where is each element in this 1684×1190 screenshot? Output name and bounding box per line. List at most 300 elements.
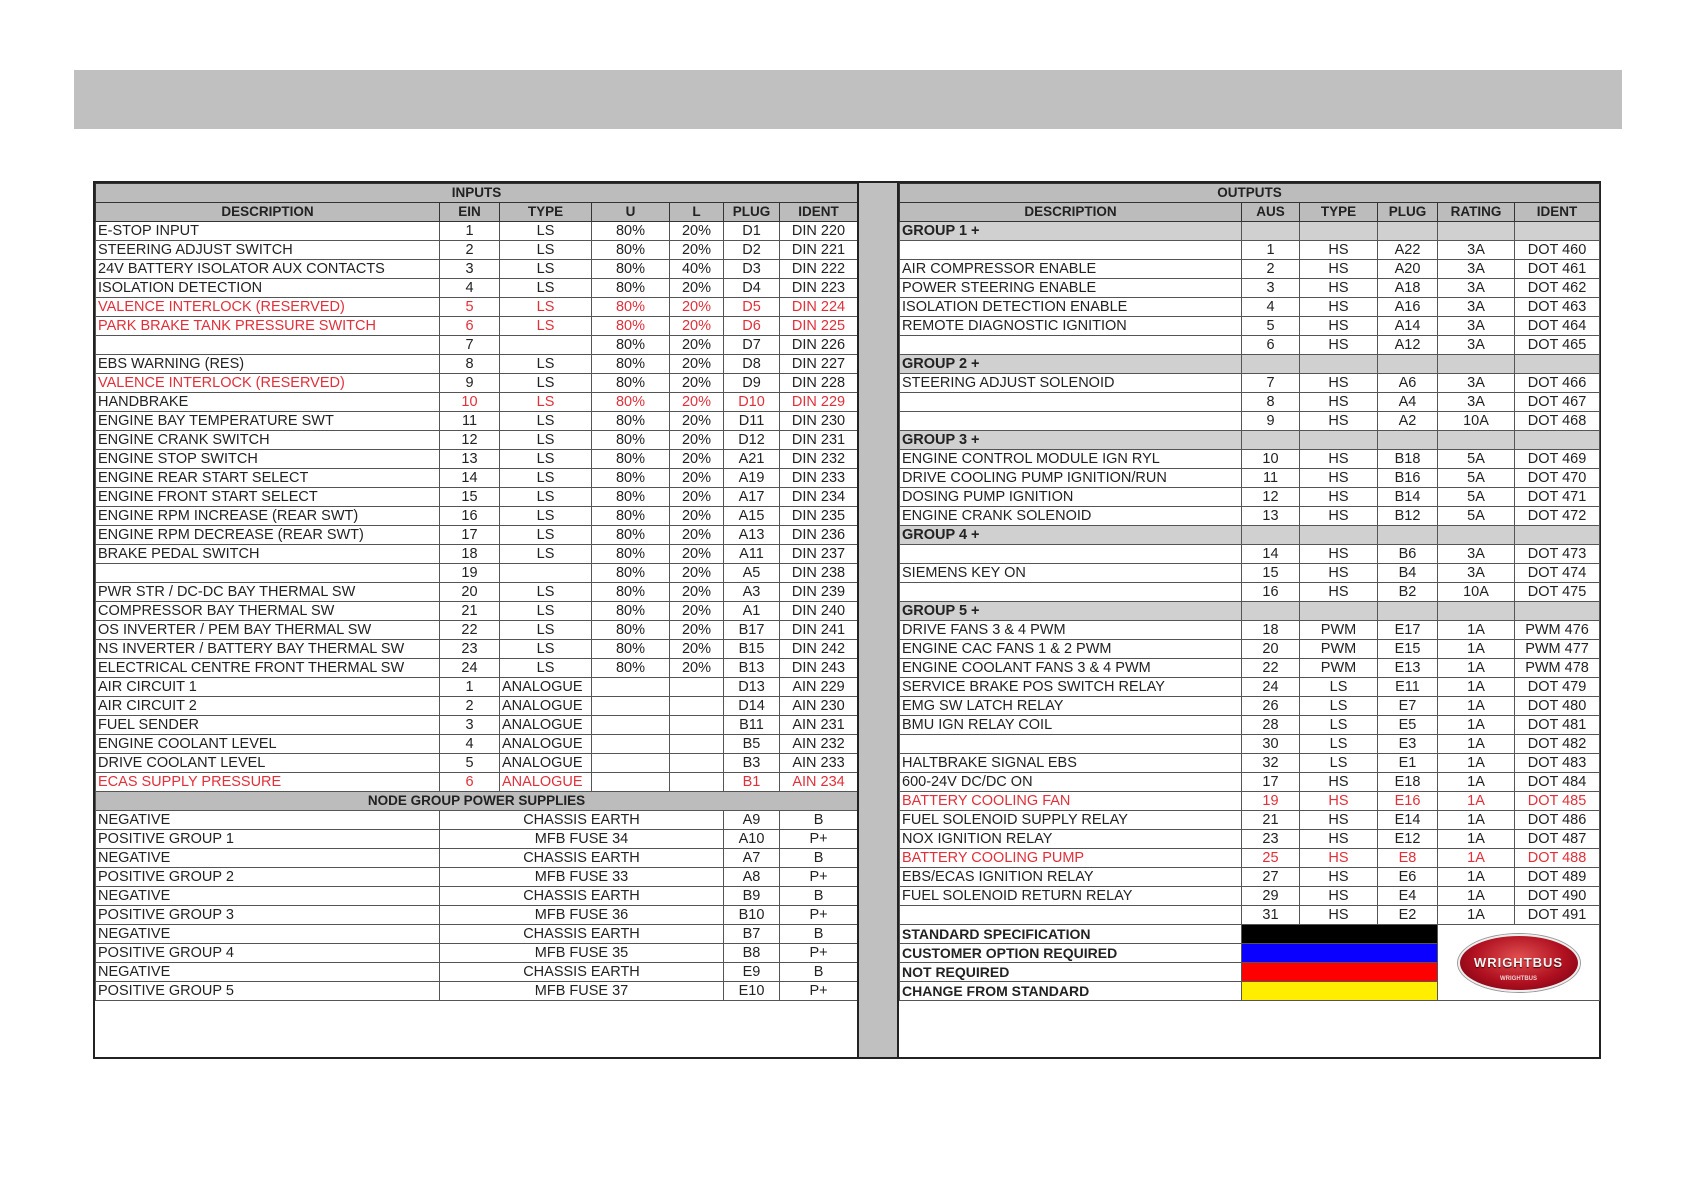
output-rating-cell: 5A — [1438, 507, 1515, 526]
output-plug-cell: A18 — [1378, 279, 1438, 298]
output-desc-cell: FUEL SOLENOID SUPPLY RELAY — [900, 811, 1242, 830]
output-ident-cell: DOT 463 — [1515, 298, 1600, 317]
output-row — [900, 697, 1600, 716]
power-source-cell: MFB FUSE 36 — [440, 906, 724, 925]
input-row — [96, 526, 858, 545]
empty-cell — [1300, 526, 1378, 545]
legend-label: STANDARD SPECIFICATION — [900, 925, 1242, 944]
input-ident-cell: DIN 230 — [780, 412, 858, 431]
input-plug-cell: A5 — [724, 564, 780, 583]
legend-swatch — [1242, 944, 1438, 963]
output-rating-cell: 3A — [1438, 564, 1515, 583]
input-type-cell: LS — [500, 507, 592, 526]
output-ident-cell: DOT 460 — [1515, 241, 1600, 260]
input-row — [96, 431, 858, 450]
power-plug-cell: A7 — [724, 849, 780, 868]
input-l-cell: 20% — [670, 602, 724, 621]
output-rating-cell: 1A — [1438, 754, 1515, 773]
output-ident-cell: DOT 461 — [1515, 260, 1600, 279]
output-rating-cell: 10A — [1438, 583, 1515, 602]
output-rating-cell: 3A — [1438, 545, 1515, 564]
input-ein-cell: 1 — [440, 222, 500, 241]
legend-swatch — [1242, 982, 1438, 1001]
output-aus-cell: 20 — [1242, 640, 1300, 659]
empty-cell — [1515, 431, 1600, 450]
output-desc-cell: HALTBRAKE SIGNAL EBS — [900, 754, 1242, 773]
power-plug-cell: A8 — [724, 868, 780, 887]
input-row — [96, 450, 858, 469]
input-row — [96, 773, 858, 792]
power-ident-cell: P+ — [780, 868, 858, 887]
output-aus-cell: 8 — [1242, 393, 1300, 412]
input-ident-cell: DIN 238 — [780, 564, 858, 583]
power-source-cell: CHASSIS EARTH — [440, 925, 724, 944]
input-type-cell: LS — [500, 526, 592, 545]
power-row — [96, 963, 858, 982]
power-row — [96, 811, 858, 830]
output-plug-cell: A20 — [1378, 260, 1438, 279]
input-type-cell: LS — [500, 317, 592, 336]
power-source-cell: CHASSIS EARTH — [440, 849, 724, 868]
output-aus-cell: 12 — [1242, 488, 1300, 507]
input-ident-cell: DIN 220 — [780, 222, 858, 241]
output-row — [900, 507, 1600, 526]
power-ident-cell: P+ — [780, 830, 858, 849]
input-desc-cell: COMPRESSOR BAY THERMAL SW — [96, 602, 440, 621]
input-u-cell: 80% — [592, 659, 670, 678]
empty-cell — [1438, 355, 1515, 374]
empty-cell — [1242, 355, 1300, 374]
output-aus-cell: 4 — [1242, 298, 1300, 317]
input-ident-cell: AIN 233 — [780, 754, 858, 773]
input-ident-cell: AIN 229 — [780, 678, 858, 697]
empty-cell — [1378, 222, 1438, 241]
output-plug-cell: B12 — [1378, 507, 1438, 526]
logo-text: WRIGHTBUS — [1473, 954, 1564, 970]
input-row — [96, 374, 858, 393]
output-aus-cell: 16 — [1242, 583, 1300, 602]
empty-cell — [1300, 222, 1378, 241]
output-plug-cell: B4 — [1378, 564, 1438, 583]
table-divider — [857, 183, 899, 1057]
input-desc-cell: VALENCE INTERLOCK (RESERVED) — [96, 374, 440, 393]
output-aus-cell: 6 — [1242, 336, 1300, 355]
input-u-cell: 80% — [592, 374, 670, 393]
output-rating-cell: 1A — [1438, 697, 1515, 716]
input-plug-cell: A11 — [724, 545, 780, 564]
input-desc-cell: E-STOP INPUT — [96, 222, 440, 241]
output-rating-cell: 1A — [1438, 678, 1515, 697]
input-desc-cell: ENGINE STOP SWITCH — [96, 450, 440, 469]
outputs-title-row — [900, 184, 1600, 203]
output-row — [900, 640, 1600, 659]
input-ein-cell: 18 — [440, 545, 500, 564]
output-row — [900, 792, 1600, 811]
legend-swatch — [1242, 963, 1438, 982]
power-row — [96, 887, 858, 906]
output-type-cell: PWM — [1300, 659, 1378, 678]
output-desc-cell: REMOTE DIAGNOSTIC IGNITION — [900, 317, 1242, 336]
input-l-cell: 20% — [670, 374, 724, 393]
input-type-cell: LS — [500, 374, 592, 393]
output-desc-cell: DRIVE COOLING PUMP IGNITION/RUN — [900, 469, 1242, 488]
input-ident-cell: DIN 232 — [780, 450, 858, 469]
input-ident-cell: DIN 241 — [780, 621, 858, 640]
output-ident-cell: DOT 464 — [1515, 317, 1600, 336]
input-ident-cell: DIN 239 — [780, 583, 858, 602]
output-row — [900, 393, 1600, 412]
input-desc-cell: ENGINE RPM DECREASE (REAR SWT) — [96, 526, 440, 545]
output-rating-cell: 3A — [1438, 317, 1515, 336]
input-desc-cell: PARK BRAKE TANK PRESSURE SWITCH — [96, 317, 440, 336]
input-row — [96, 222, 858, 241]
input-u-cell — [592, 716, 670, 735]
input-row — [96, 469, 858, 488]
input-ein-cell: 4 — [440, 279, 500, 298]
input-ein-cell: 10 — [440, 393, 500, 412]
output-aus-cell: 22 — [1242, 659, 1300, 678]
output-plug-cell: B14 — [1378, 488, 1438, 507]
input-l-cell — [670, 716, 724, 735]
output-plug-cell: E2 — [1378, 906, 1438, 925]
output-group-label: GROUP 5 + — [900, 602, 1242, 621]
output-desc-cell: ISOLATION DETECTION ENABLE — [900, 298, 1242, 317]
output-desc-cell: AIR COMPRESSOR ENABLE — [900, 260, 1242, 279]
output-desc-cell: POWER STEERING ENABLE — [900, 279, 1242, 298]
output-rating-cell: 1A — [1438, 811, 1515, 830]
output-ident-cell: DOT 473 — [1515, 545, 1600, 564]
input-ident-cell: DIN 225 — [780, 317, 858, 336]
input-row — [96, 507, 858, 526]
input-type-cell: LS — [500, 659, 592, 678]
input-ein-cell: 7 — [440, 336, 500, 355]
input-u-cell — [592, 697, 670, 716]
output-desc-cell: SIEMENS KEY ON — [900, 564, 1242, 583]
input-ein-cell: 6 — [440, 317, 500, 336]
legend-row — [900, 925, 1600, 944]
output-desc-cell: DRIVE FANS 3 & 4 PWM — [900, 621, 1242, 640]
output-plug-cell: E11 — [1378, 678, 1438, 697]
output-type-cell: HS — [1300, 488, 1378, 507]
input-desc-cell — [96, 564, 440, 583]
input-u-cell — [592, 754, 670, 773]
input-desc-cell: ENGINE REAR START SELECT — [96, 469, 440, 488]
input-u-cell: 80% — [592, 393, 670, 412]
output-type-cell: HS — [1300, 811, 1378, 830]
output-row — [900, 469, 1600, 488]
power-source-cell: CHASSIS EARTH — [440, 811, 724, 830]
empty-cell — [1300, 431, 1378, 450]
input-ident-cell: DIN 224 — [780, 298, 858, 317]
input-ein-cell: 6 — [440, 773, 500, 792]
output-rating-cell: 1A — [1438, 735, 1515, 754]
input-l-cell: 20% — [670, 621, 724, 640]
empty-cell — [1438, 602, 1515, 621]
output-rating-cell: 1A — [1438, 773, 1515, 792]
output-plug-cell: E1 — [1378, 754, 1438, 773]
input-desc-cell — [96, 336, 440, 355]
input-ident-cell: AIN 230 — [780, 697, 858, 716]
input-row — [96, 564, 858, 583]
input-ein-cell: 9 — [440, 374, 500, 393]
output-row — [900, 849, 1600, 868]
input-u-cell: 80% — [592, 241, 670, 260]
input-desc-cell: EBS WARNING (RES) — [96, 355, 440, 374]
input-row — [96, 545, 858, 564]
output-row — [900, 906, 1600, 925]
input-ein-cell: 12 — [440, 431, 500, 450]
input-ein-cell: 5 — [440, 754, 500, 773]
empty-cell — [1378, 526, 1438, 545]
output-type-cell: HS — [1300, 279, 1378, 298]
input-row — [96, 621, 858, 640]
output-row — [900, 545, 1600, 564]
output-ident-cell: DOT 484 — [1515, 773, 1600, 792]
input-type-cell: LS — [500, 260, 592, 279]
output-aus-cell: 19 — [1242, 792, 1300, 811]
input-l-cell: 20% — [670, 488, 724, 507]
output-ident-cell: DOT 489 — [1515, 868, 1600, 887]
input-l-cell: 20% — [670, 336, 724, 355]
output-row — [900, 488, 1600, 507]
output-plug-cell: E12 — [1378, 830, 1438, 849]
output-aus-cell: 18 — [1242, 621, 1300, 640]
empty-cell — [1515, 602, 1600, 621]
output-desc-cell: 600-24V DC/DC ON — [900, 773, 1242, 792]
column-header: TYPE — [500, 203, 592, 222]
output-row — [900, 678, 1600, 697]
top-banner — [74, 70, 1622, 129]
output-group-row — [900, 526, 1600, 545]
input-plug-cell: B5 — [724, 735, 780, 754]
power-desc-cell: NEGATIVE — [96, 811, 440, 830]
output-ident-cell: DOT 465 — [1515, 336, 1600, 355]
input-u-cell: 80% — [592, 583, 670, 602]
power-plug-cell: B9 — [724, 887, 780, 906]
power-source-cell: CHASSIS EARTH — [440, 887, 724, 906]
column-header: U — [592, 203, 670, 222]
output-aus-cell: 32 — [1242, 754, 1300, 773]
input-plug-cell: D2 — [724, 241, 780, 260]
output-rating-cell: 3A — [1438, 279, 1515, 298]
outputs-table — [899, 183, 1600, 1001]
input-row — [96, 716, 858, 735]
output-rating-cell: 1A — [1438, 887, 1515, 906]
input-ident-cell: DIN 237 — [780, 545, 858, 564]
input-ident-cell: DIN 222 — [780, 260, 858, 279]
input-type-cell: LS — [500, 298, 592, 317]
logo-badge — [1458, 934, 1580, 992]
empty-cell — [1300, 355, 1378, 374]
empty-cell — [1438, 222, 1515, 241]
input-plug-cell: D7 — [724, 336, 780, 355]
power-source-cell: MFB FUSE 37 — [440, 982, 724, 1001]
input-ein-cell: 1 — [440, 678, 500, 697]
output-plug-cell: B2 — [1378, 583, 1438, 602]
power-desc-cell: POSITIVE GROUP 1 — [96, 830, 440, 849]
output-plug-cell: E15 — [1378, 640, 1438, 659]
input-ein-cell: 21 — [440, 602, 500, 621]
output-row — [900, 450, 1600, 469]
input-desc-cell: ISOLATION DETECTION — [96, 279, 440, 298]
output-group-label: GROUP 1 + — [900, 222, 1242, 241]
output-desc-cell — [900, 412, 1242, 431]
output-aus-cell: 28 — [1242, 716, 1300, 735]
input-type-cell: ANALOGUE — [500, 678, 592, 697]
input-type-cell: LS — [500, 602, 592, 621]
output-plug-cell: E4 — [1378, 887, 1438, 906]
output-type-cell: HS — [1300, 336, 1378, 355]
output-ident-cell: DOT 488 — [1515, 849, 1600, 868]
input-row — [96, 678, 858, 697]
output-desc-cell: EBS/ECAS IGNITION RELAY — [900, 868, 1242, 887]
output-type-cell: LS — [1300, 735, 1378, 754]
output-type-cell: HS — [1300, 469, 1378, 488]
output-desc-cell — [900, 393, 1242, 412]
input-l-cell: 20% — [670, 583, 724, 602]
input-ein-cell: 22 — [440, 621, 500, 640]
input-u-cell — [592, 678, 670, 697]
output-type-cell: LS — [1300, 678, 1378, 697]
output-row — [900, 868, 1600, 887]
input-plug-cell: D11 — [724, 412, 780, 431]
input-plug-cell: B17 — [724, 621, 780, 640]
output-ident-cell: DOT 491 — [1515, 906, 1600, 925]
input-u-cell — [592, 735, 670, 754]
input-desc-cell: BRAKE PEDAL SWITCH — [96, 545, 440, 564]
output-rating-cell: 10A — [1438, 412, 1515, 431]
output-plug-cell: B18 — [1378, 450, 1438, 469]
input-row — [96, 260, 858, 279]
output-desc-cell: EMG SW LATCH RELAY — [900, 697, 1242, 716]
output-aus-cell: 17 — [1242, 773, 1300, 792]
power-plug-cell: B10 — [724, 906, 780, 925]
input-ident-cell: DIN 228 — [780, 374, 858, 393]
output-rating-cell: 1A — [1438, 906, 1515, 925]
empty-cell — [1378, 431, 1438, 450]
output-type-cell: HS — [1300, 545, 1378, 564]
input-ein-cell: 15 — [440, 488, 500, 507]
output-type-cell: HS — [1300, 450, 1378, 469]
output-desc-cell: FUEL SOLENOID RETURN RELAY — [900, 887, 1242, 906]
output-aus-cell: 10 — [1242, 450, 1300, 469]
output-aus-cell: 2 — [1242, 260, 1300, 279]
output-type-cell: PWM — [1300, 621, 1378, 640]
empty-cell — [1242, 431, 1300, 450]
input-u-cell: 80% — [592, 526, 670, 545]
input-u-cell: 80% — [592, 355, 670, 374]
legend-label: CHANGE FROM STANDARD — [900, 982, 1242, 1001]
output-type-cell: HS — [1300, 374, 1378, 393]
input-l-cell: 20% — [670, 526, 724, 545]
power-ident-cell: B — [780, 811, 858, 830]
output-row — [900, 583, 1600, 602]
output-type-cell: HS — [1300, 564, 1378, 583]
input-ident-cell: DIN 226 — [780, 336, 858, 355]
power-desc-cell: POSITIVE GROUP 2 — [96, 868, 440, 887]
input-u-cell: 80% — [592, 260, 670, 279]
input-ein-cell: 19 — [440, 564, 500, 583]
output-rating-cell: 1A — [1438, 792, 1515, 811]
input-l-cell: 20% — [670, 431, 724, 450]
input-ident-cell: DIN 233 — [780, 469, 858, 488]
output-desc-cell — [900, 545, 1242, 564]
output-row — [900, 773, 1600, 792]
output-type-cell: HS — [1300, 298, 1378, 317]
output-row — [900, 374, 1600, 393]
empty-cell — [1242, 526, 1300, 545]
input-ein-cell: 5 — [440, 298, 500, 317]
output-desc-cell — [900, 735, 1242, 754]
legend-swatch — [1242, 925, 1438, 944]
output-row — [900, 735, 1600, 754]
power-desc-cell: NEGATIVE — [96, 925, 440, 944]
column-header: IDENT — [1515, 203, 1600, 222]
input-ein-cell: 4 — [440, 735, 500, 754]
input-type-cell: LS — [500, 222, 592, 241]
input-l-cell — [670, 678, 724, 697]
input-u-cell: 80% — [592, 412, 670, 431]
input-type-cell: LS — [500, 640, 592, 659]
output-aus-cell: 5 — [1242, 317, 1300, 336]
column-header: DESCRIPTION — [900, 203, 1242, 222]
input-u-cell: 80% — [592, 298, 670, 317]
power-plug-cell: B8 — [724, 944, 780, 963]
input-desc-cell: AIR CIRCUIT 1 — [96, 678, 440, 697]
input-l-cell: 20% — [670, 659, 724, 678]
output-desc-cell: DOSING PUMP IGNITION — [900, 488, 1242, 507]
output-ident-cell: DOT 462 — [1515, 279, 1600, 298]
input-desc-cell: ELECTRICAL CENTRE FRONT THERMAL SW — [96, 659, 440, 678]
power-row — [96, 925, 858, 944]
outputs-title: OUTPUTS — [900, 184, 1600, 203]
input-desc-cell: ENGINE BAY TEMPERATURE SWT — [96, 412, 440, 431]
input-u-cell: 80% — [592, 545, 670, 564]
power-desc-cell: NEGATIVE — [96, 887, 440, 906]
empty-cell — [1515, 355, 1600, 374]
input-plug-cell: A3 — [724, 583, 780, 602]
output-desc-cell — [900, 906, 1242, 925]
input-u-cell: 80% — [592, 469, 670, 488]
output-plug-cell: E18 — [1378, 773, 1438, 792]
output-row — [900, 260, 1600, 279]
input-ein-cell: 23 — [440, 640, 500, 659]
output-row — [900, 830, 1600, 849]
output-row — [900, 317, 1600, 336]
input-plug-cell: A17 — [724, 488, 780, 507]
output-group-label: GROUP 4 + — [900, 526, 1242, 545]
input-type-cell: ANALOGUE — [500, 697, 592, 716]
output-plug-cell: E13 — [1378, 659, 1438, 678]
input-plug-cell: D9 — [724, 374, 780, 393]
column-header: EIN — [440, 203, 500, 222]
input-plug-cell: A21 — [724, 450, 780, 469]
column-header: PLUG — [724, 203, 780, 222]
input-l-cell: 20% — [670, 469, 724, 488]
input-u-cell: 80% — [592, 279, 670, 298]
legend-label: CUSTOMER OPTION REQUIRED — [900, 944, 1242, 963]
output-aus-cell: 7 — [1242, 374, 1300, 393]
output-ident-cell: DOT 490 — [1515, 887, 1600, 906]
power-row — [96, 906, 858, 925]
output-aus-cell: 25 — [1242, 849, 1300, 868]
output-type-cell: HS — [1300, 393, 1378, 412]
output-desc-cell: BATTERY COOLING FAN — [900, 792, 1242, 811]
output-rating-cell: 1A — [1438, 659, 1515, 678]
output-row — [900, 659, 1600, 678]
input-type-cell: LS — [500, 488, 592, 507]
input-ident-cell: DIN 243 — [780, 659, 858, 678]
